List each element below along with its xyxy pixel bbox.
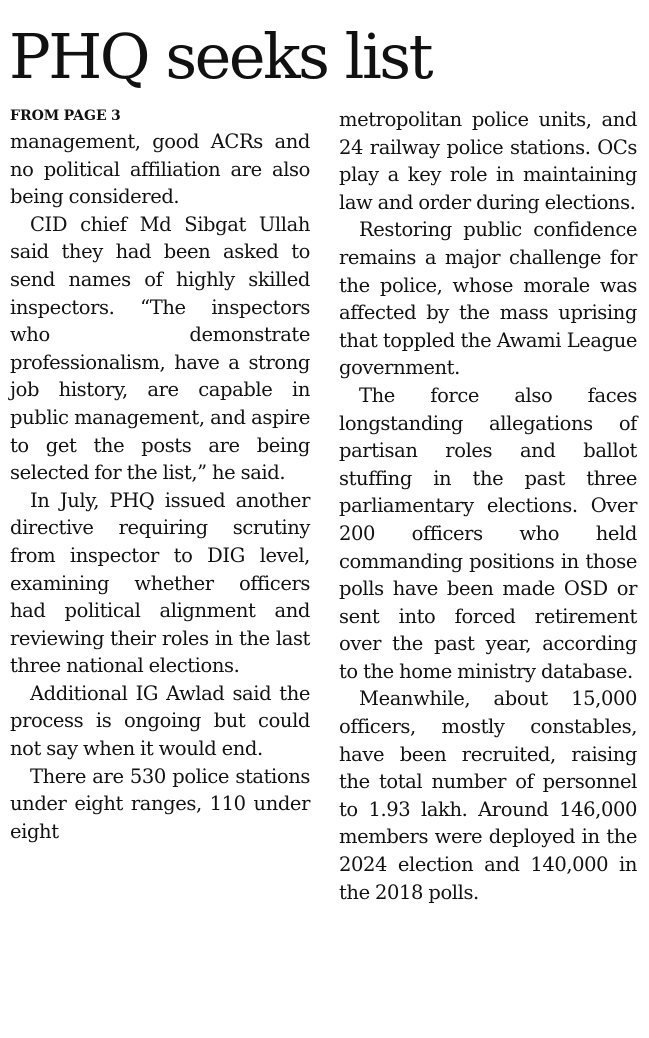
paragraph: metropolitan police units, and 24 railway police stations. OCs play a key role in maintaining law and order during elections.	[339, 108, 637, 214]
paragraph: The force also faces longstanding allegations of partisan roles and ballot stuffing in the past three parliamentary elections. Over 200 officers who held commanding positions in those polls have been made OSD or sent into forced retirement over the past year, according to the home ministry database.	[339, 383, 637, 683]
paragraph: Additional IG Awlad said the process is ongoing but could not say when it would end.	[10, 681, 310, 761]
paragraph: management, good ACRs and no political affiliation are also being considered.	[10, 130, 310, 209]
article-column-left	[10, 104, 310, 845]
paragraph: In July, PHQ issued another directive requiring scrutiny from inspector to DIG level, examining whether officers had political alignment and reviewing their roles in the last three national elections.	[10, 488, 310, 678]
continuation-kicker: FROM PAGE 3	[10, 108, 121, 124]
paragraph: CID chief Md Sibgat Ullah said they had been asked to send names of highly skilled inspectors. “The inspectors who demonstrate professionalism, have a strong job history, are capable in public management, and aspire to get the posts are being selected for the list,” he said.	[10, 212, 310, 485]
paragraph: There are 530 police stations under eight ranges, 110 under eight	[10, 764, 310, 843]
article-column-right	[339, 106, 637, 906]
paragraph: Meanwhile, about 15,000 officers, mostly constables, have been recruited, raising the total number of personnel to 1.93 lakh. Around 146,000 members were deployed in the 2024 election and 140,000 in the 2018 polls.	[339, 687, 637, 904]
headline: PHQ seeks list	[9, 20, 432, 93]
paragraph: Restoring public confidence remains a major challenge for the police, whose morale was affected by the mass uprising that toppled the Awami League government.	[339, 218, 637, 380]
